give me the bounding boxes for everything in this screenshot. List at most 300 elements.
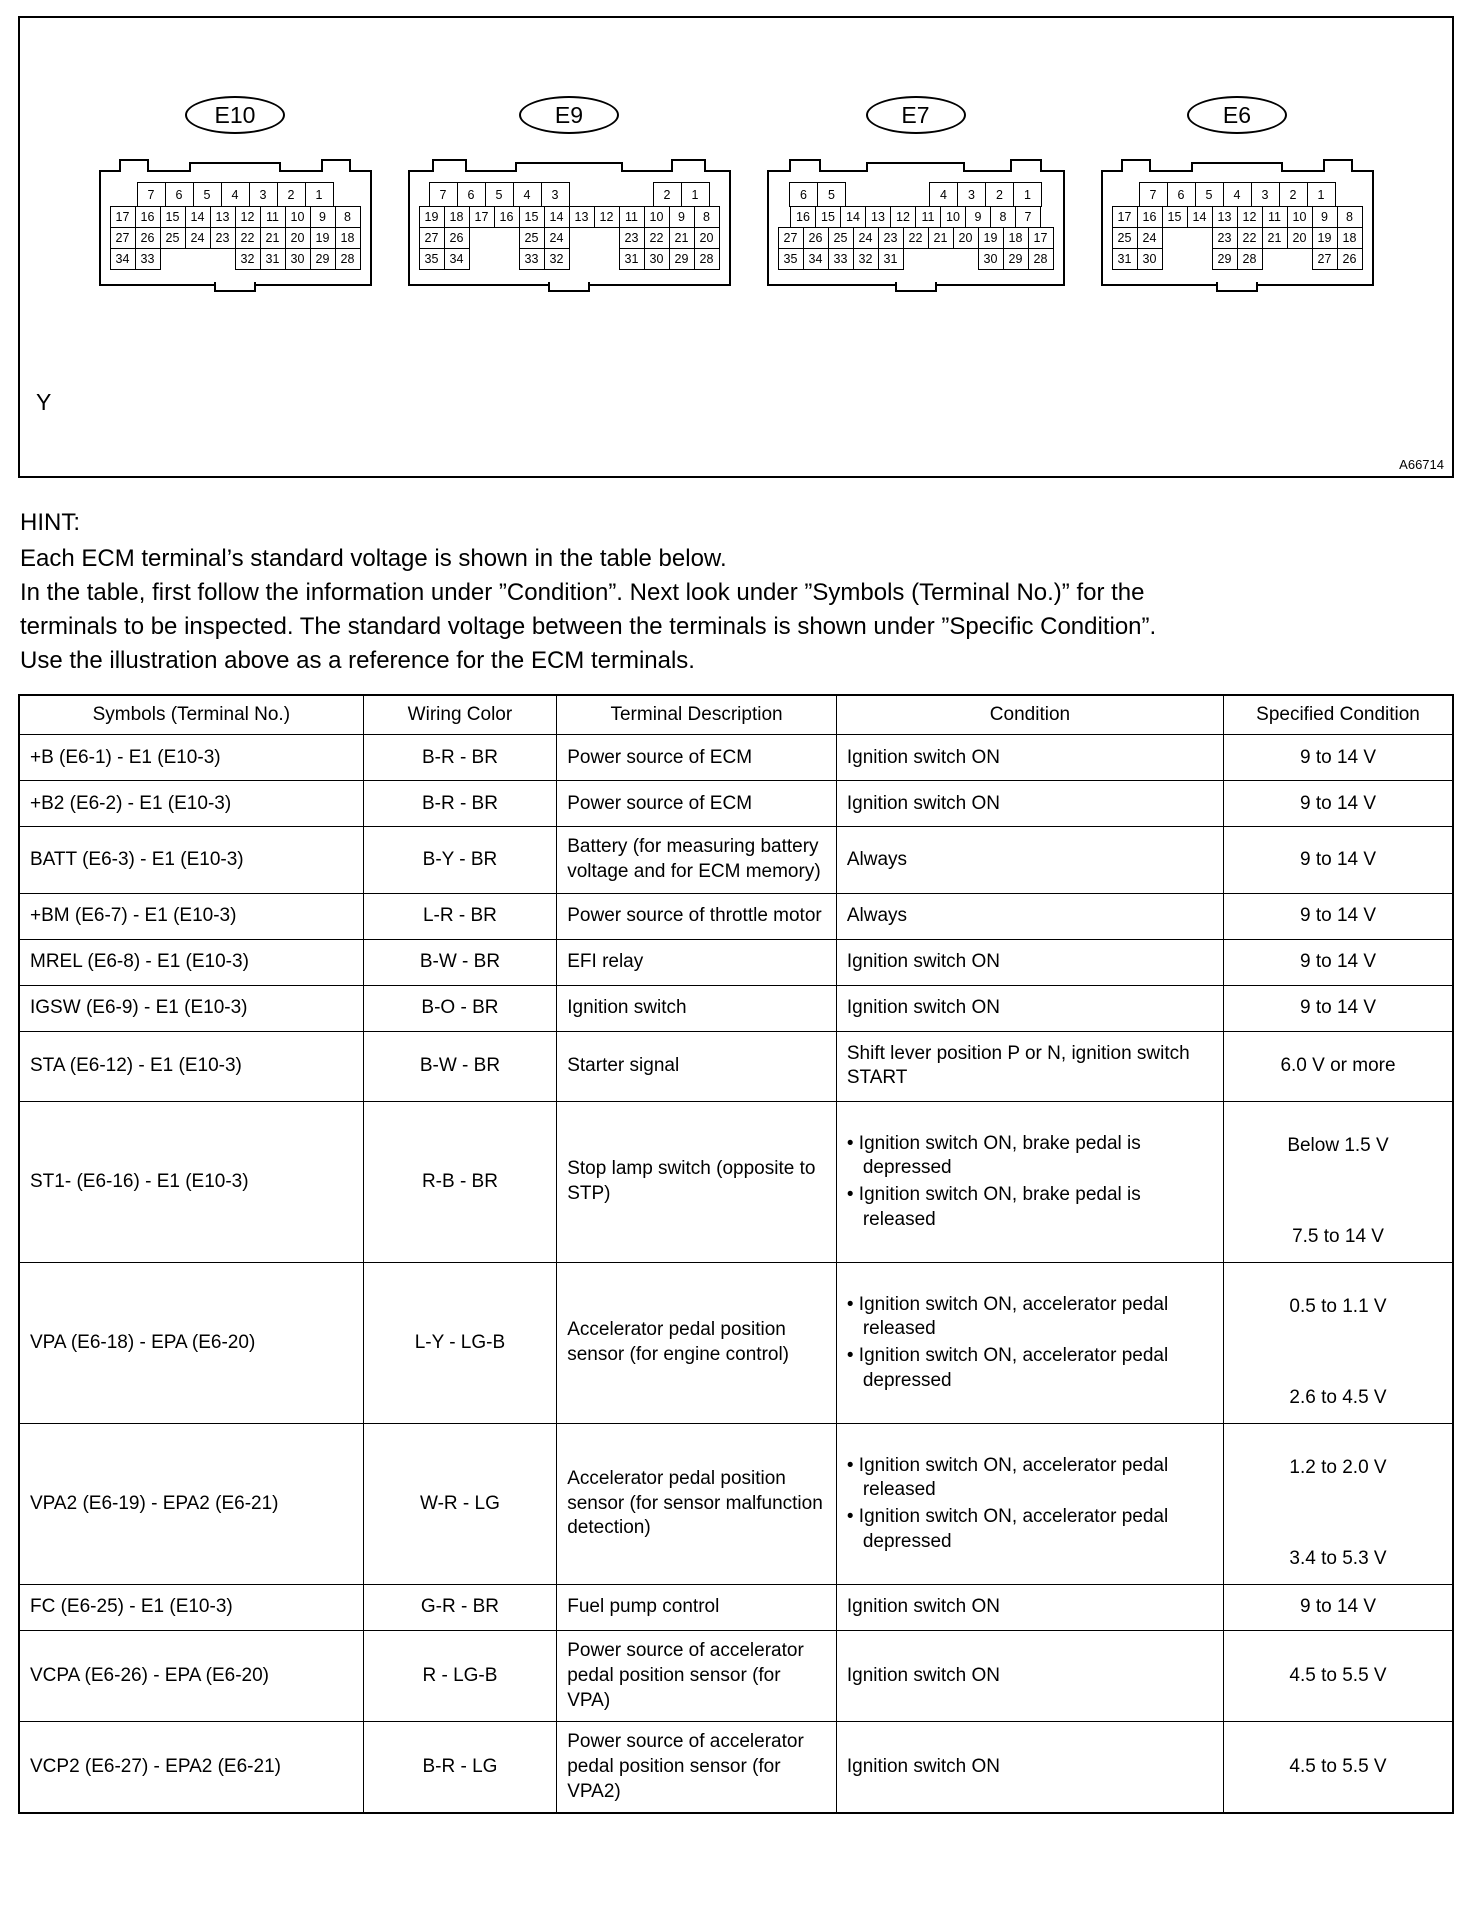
pin-e7-14: 14 <box>840 206 866 228</box>
pin-e10-23: 23 <box>210 227 236 249</box>
pin-e7-30: 30 <box>978 248 1004 270</box>
pin-e9-35: 35 <box>419 248 445 270</box>
pin-gap <box>569 248 595 270</box>
pin-e7-24: 24 <box>853 227 879 249</box>
specified-value: 3.4 to 5.3 V <box>1289 1548 1387 1570</box>
specified-value: 9 to 14 V <box>1299 904 1377 926</box>
specified-value: 9 to 14 V <box>1299 950 1377 972</box>
connector-body <box>408 170 731 286</box>
pin-gap <box>928 248 954 270</box>
pin-e9-30: 30 <box>644 248 670 270</box>
pin-gap <box>569 227 595 249</box>
condition-cell <box>836 1722 1223 1814</box>
pin-row <box>1112 248 1363 270</box>
pin-grid <box>1112 182 1363 270</box>
specified-values <box>1228 996 1448 1021</box>
symbols-cell: +BM (E6-7) - E1 (E10-3) <box>19 893 363 939</box>
connector-label-e9: E9 <box>519 96 619 134</box>
pin-e6-22: 22 <box>1237 227 1263 249</box>
pin-e9-32: 32 <box>544 248 570 270</box>
pin-e10-19: 19 <box>310 227 336 249</box>
pin-gap <box>1262 248 1288 270</box>
column-header: Specified Condition <box>1224 695 1453 735</box>
specified-values <box>1228 1267 1448 1419</box>
pin-e9-23: 23 <box>619 227 645 249</box>
specified-value: 9 to 14 V <box>1299 996 1377 1018</box>
pin-row <box>419 206 720 228</box>
pin-row <box>1139 182 1336 207</box>
pin-e10-1: 1 <box>305 182 334 207</box>
condition-item: • Ignition switch ON, accelerator pedal released <box>846 1293 1169 1340</box>
pin-e7-34: 34 <box>803 248 829 270</box>
specified-value: 9 to 14 V <box>1299 1596 1377 1618</box>
pin-e7-21: 21 <box>928 227 954 249</box>
table-row <box>19 985 1453 1031</box>
hint-line: In the table, first follow the information under ”Condition”. Next look under ”Symbols (Terminal No.)” for the <box>20 579 1145 607</box>
condition-item: Ignition switch ON <box>846 1755 1000 1777</box>
condition-cell <box>836 893 1223 939</box>
pin-gap <box>469 248 495 270</box>
pin-e10-33: 33 <box>135 248 161 270</box>
table-row <box>19 1424 1453 1585</box>
pin-e6-31: 31 <box>1112 248 1138 270</box>
pin-e6-5: 5 <box>1195 182 1224 207</box>
connector-top-tab <box>1121 159 1151 172</box>
pin-e9-1: 1 <box>681 182 710 207</box>
pin-gap <box>594 248 620 270</box>
pin-grid <box>419 182 720 270</box>
pin-e10-22: 22 <box>235 227 261 249</box>
wiring-color-cell: B-R - LG <box>363 1722 557 1814</box>
terminal-description-cell: Stop lamp switch (opposite to STP) <box>557 1102 837 1263</box>
terminal-description-cell: EFI relay <box>557 939 837 985</box>
specified-condition-cell <box>1224 1585 1453 1631</box>
condition-item: Always <box>846 848 908 870</box>
symbols-cell: +B2 (E6-2) - E1 (E10-3) <box>19 781 363 827</box>
wiring-color-cell: L-Y - LG-B <box>363 1263 557 1424</box>
connector-label-e10: E10 <box>185 96 285 134</box>
pin-row <box>1112 206 1363 228</box>
condition-item: Ignition switch ON <box>846 1596 1000 1618</box>
pin-e7-3: 3 <box>957 182 986 207</box>
pin-e9-19: 19 <box>419 206 445 228</box>
connector-body <box>99 170 372 286</box>
pin-e10-2: 2 <box>277 182 306 207</box>
specified-values <box>1228 1755 1448 1780</box>
pin-e10-18: 18 <box>335 227 361 249</box>
pin-gap <box>185 248 211 270</box>
condition-cell <box>836 1031 1223 1101</box>
hint-section <box>20 506 1452 678</box>
pin-e7-20: 20 <box>953 227 979 249</box>
condition-item: • Ignition switch ON, accelerator pedal depressed <box>846 1345 1169 1391</box>
connector-e9 <box>408 96 731 286</box>
column-header: Wiring Color <box>363 695 557 735</box>
pin-e9-14: 14 <box>544 206 570 228</box>
pin-e7-31: 31 <box>878 248 904 270</box>
specified-value: Below 1.5 V <box>1287 1135 1389 1157</box>
pin-row <box>1112 227 1363 249</box>
connector-top-tab <box>866 162 966 172</box>
pin-e7-7: 7 <box>1015 206 1041 228</box>
wiring-color-cell: B-W - BR <box>363 1031 557 1101</box>
pin-e9-28: 28 <box>694 248 720 270</box>
column-header: Symbols (Terminal No.) <box>19 695 363 735</box>
condition-item: Ignition switch ON <box>846 746 1000 768</box>
pin-e9-33: 33 <box>519 248 545 270</box>
pin-e7-29: 29 <box>1003 248 1029 270</box>
condition-cell <box>836 985 1223 1031</box>
pin-e7-28: 28 <box>1028 248 1054 270</box>
pin-e9-5: 5 <box>485 182 514 207</box>
connector-top-tab <box>515 162 623 172</box>
pin-e7-12: 12 <box>890 206 916 228</box>
pin-e6-14: 14 <box>1187 206 1213 228</box>
pin-e9-27: 27 <box>419 227 445 249</box>
table-row <box>19 1585 1453 1631</box>
connector-top-tab <box>1010 159 1042 172</box>
condition-cell <box>836 735 1223 781</box>
pin-e9-12: 12 <box>594 206 620 228</box>
hint-line: Each ECM terminal’s standard voltage is shown in the table below. <box>20 545 727 573</box>
terminal-voltage-table <box>18 694 1454 1814</box>
wiring-color-cell: B-R - BR <box>363 735 557 781</box>
specified-value: 1.2 to 2.0 V <box>1289 1457 1387 1479</box>
condition-item: Ignition switch ON <box>846 996 1000 1018</box>
pin-e7-5: 5 <box>817 182 846 207</box>
connector-top-tab <box>189 162 280 172</box>
pin-e6-11: 11 <box>1262 206 1288 228</box>
pin-gap <box>1162 248 1188 270</box>
connector-top-tab <box>1191 162 1282 172</box>
table-row <box>19 1102 1453 1263</box>
pin-e9-18: 18 <box>444 206 470 228</box>
pin-e10-5: 5 <box>193 182 222 207</box>
specified-condition-cell <box>1224 781 1453 827</box>
connector-e7 <box>767 96 1065 286</box>
pin-e10-20: 20 <box>285 227 311 249</box>
symbols-cell: ST1- (E6-16) - E1 (E10-3) <box>19 1102 363 1263</box>
pin-e10-8: 8 <box>335 206 361 228</box>
specified-values <box>1228 950 1448 975</box>
symbols-cell: VCP2 (E6-27) - EPA2 (E6-21) <box>19 1722 363 1814</box>
condition-item: Ignition switch ON <box>846 1664 1000 1686</box>
pin-grid <box>778 182 1054 270</box>
pin-e6-16: 16 <box>1137 206 1163 228</box>
table-row <box>19 1263 1453 1424</box>
specified-values <box>1228 1664 1448 1689</box>
pin-e9-11: 11 <box>619 206 645 228</box>
pin-gap <box>1187 227 1213 249</box>
figure-reference-code: A66714 <box>1399 457 1444 472</box>
specified-condition-cell <box>1224 827 1453 893</box>
pin-e10-30: 30 <box>285 248 311 270</box>
hint-line: Use the illustration above as a reference for the ECM terminals. <box>20 647 695 675</box>
pin-e10-24: 24 <box>185 227 211 249</box>
pin-e7-6: 6 <box>789 182 818 207</box>
pin-e10-11: 11 <box>260 206 286 228</box>
condition-item: • Ignition switch ON, accelerator pedal depressed <box>846 1506 1169 1552</box>
pin-row <box>110 227 361 249</box>
pin-e7-22: 22 <box>903 227 929 249</box>
pin-row <box>419 227 720 249</box>
connector-top-tab <box>119 159 149 172</box>
connector-top-tab <box>321 159 351 172</box>
wiring-color-cell: R - LG-B <box>363 1631 557 1722</box>
terminal-description-cell: Starter signal <box>557 1031 837 1101</box>
pin-e10-27: 27 <box>110 227 136 249</box>
table-row <box>19 1722 1453 1814</box>
pin-gap <box>625 182 654 207</box>
pin-e7-17: 17 <box>1028 227 1054 249</box>
wiring-color-cell: G-R - BR <box>363 1585 557 1631</box>
pin-e10-14: 14 <box>185 206 211 228</box>
terminal-description-cell: Power source of ECM <box>557 781 837 827</box>
condition-cell <box>836 1424 1223 1585</box>
pin-e10-9: 9 <box>310 206 336 228</box>
condition-cell <box>836 781 1223 827</box>
condition-item: Ignition switch ON <box>846 792 1000 814</box>
pin-e9-25: 25 <box>519 227 545 249</box>
specified-values <box>1228 1106 1448 1258</box>
specified-condition-cell <box>1224 1631 1453 1722</box>
pin-row <box>789 182 1042 207</box>
specified-values <box>1228 904 1448 929</box>
condition-item: Ignition switch ON <box>846 950 1000 972</box>
pin-e6-18: 18 <box>1337 227 1363 249</box>
pin-gap <box>210 248 236 270</box>
pin-e7-33: 33 <box>828 248 854 270</box>
pin-e6-12: 12 <box>1237 206 1263 228</box>
pin-e7-25: 25 <box>828 227 854 249</box>
condition-cell <box>836 1263 1223 1424</box>
pin-gap <box>845 182 874 207</box>
specified-value: 6.0 V or more <box>1280 1055 1396 1077</box>
pin-e9-10: 10 <box>644 206 670 228</box>
pin-row <box>110 248 361 270</box>
pin-e6-1: 1 <box>1307 182 1336 207</box>
connector-label-e6: E6 <box>1187 96 1287 134</box>
pin-e6-2: 2 <box>1279 182 1308 207</box>
hint-text <box>20 542 1452 678</box>
pin-e9-8: 8 <box>694 206 720 228</box>
pin-e7-27: 27 <box>778 227 804 249</box>
specified-value: 9 to 14 V <box>1299 848 1377 870</box>
ecm-connector-figure <box>18 16 1454 478</box>
pin-e6-7: 7 <box>1139 182 1168 207</box>
connector-e6 <box>1101 96 1374 286</box>
pin-e9-13: 13 <box>569 206 595 228</box>
wiring-color-cell: W-R - LG <box>363 1424 557 1585</box>
pin-gap <box>901 182 930 207</box>
connector-top-tab <box>671 159 706 172</box>
pin-e6-3: 3 <box>1251 182 1280 207</box>
pin-e9-26: 26 <box>444 227 470 249</box>
pin-e9-24: 24 <box>544 227 570 249</box>
specified-value: 0.5 to 1.1 V <box>1289 1296 1387 1318</box>
table-row <box>19 893 1453 939</box>
condition-cell <box>836 1631 1223 1722</box>
pin-row <box>429 182 710 207</box>
specified-values <box>1228 792 1448 817</box>
terminal-description-cell: Fuel pump control <box>557 1585 837 1631</box>
table-row <box>19 1031 1453 1101</box>
wiring-color-cell: L-R - BR <box>363 893 557 939</box>
pin-e9-7: 7 <box>429 182 458 207</box>
terminal-description-cell: Accelerator pedal position sensor (for engine control) <box>557 1263 837 1424</box>
table-row <box>19 1631 1453 1722</box>
pin-e9-2: 2 <box>653 182 682 207</box>
terminal-description-cell: Power source of accelerator pedal position sensor (for VPA2) <box>557 1722 837 1814</box>
pin-gap <box>569 182 598 207</box>
pin-e10-4: 4 <box>221 182 250 207</box>
pin-e6-19: 19 <box>1312 227 1338 249</box>
condition-item: Shift lever position P or N, ignition switch START <box>846 1042 1190 1089</box>
terminal-description-cell: Power source of throttle motor <box>557 893 837 939</box>
pin-row <box>137 182 334 207</box>
pin-e6-20: 20 <box>1287 227 1313 249</box>
pin-e10-17: 17 <box>110 206 136 228</box>
connector-label-e7: E7 <box>866 96 966 134</box>
connector-body <box>767 170 1065 286</box>
pin-gap <box>494 227 520 249</box>
pin-e6-23: 23 <box>1212 227 1238 249</box>
condition-cell <box>836 939 1223 985</box>
condition-cell <box>836 1585 1223 1631</box>
symbols-cell: MREL (E6-8) - E1 (E10-3) <box>19 939 363 985</box>
pin-e7-9: 9 <box>965 206 991 228</box>
pin-e9-16: 16 <box>494 206 520 228</box>
connector-top-tab <box>1323 159 1353 172</box>
condition-item: Always <box>846 904 908 926</box>
pin-e6-29: 29 <box>1212 248 1238 270</box>
pin-gap <box>1187 248 1213 270</box>
specified-values <box>1228 848 1448 873</box>
pin-e7-23: 23 <box>878 227 904 249</box>
pin-e7-18: 18 <box>1003 227 1029 249</box>
pin-e9-9: 9 <box>669 206 695 228</box>
pin-e9-20: 20 <box>694 227 720 249</box>
symbols-cell: BATT (E6-3) - E1 (E10-3) <box>19 827 363 893</box>
symbols-cell: VCPA (E6-26) - EPA (E6-20) <box>19 1631 363 1722</box>
pin-e7-15: 15 <box>815 206 841 228</box>
hint-line: terminals to be inspected. The standard voltage between the terminals is shown under ”Specific Condition”. <box>20 613 1157 641</box>
connector-top-tab <box>789 159 821 172</box>
specified-value: 2.6 to 4.5 V <box>1289 1387 1387 1409</box>
pin-e9-15: 15 <box>519 206 545 228</box>
specified-value: 9 to 14 V <box>1299 746 1377 768</box>
pin-e6-26: 26 <box>1337 248 1363 270</box>
pin-row <box>790 206 1041 228</box>
table-header-row <box>19 695 1453 735</box>
pin-e10-34: 34 <box>110 248 136 270</box>
specified-value: 7.5 to 14 V <box>1292 1226 1384 1248</box>
specified-condition-cell <box>1224 1722 1453 1814</box>
hint-title: HINT: <box>20 509 80 536</box>
condition-cell <box>836 827 1223 893</box>
connector-top-tab <box>432 159 467 172</box>
condition-cell <box>836 1102 1223 1263</box>
terminal-description-cell: Ignition switch <box>557 985 837 1031</box>
pin-e6-28: 28 <box>1237 248 1263 270</box>
pin-e7-1: 1 <box>1013 182 1042 207</box>
wiring-color-cell: B-R - BR <box>363 781 557 827</box>
pin-e6-21: 21 <box>1262 227 1288 249</box>
column-header: Terminal Description <box>557 695 837 735</box>
pin-e7-11: 11 <box>915 206 941 228</box>
pin-e6-15: 15 <box>1162 206 1188 228</box>
connector-bottom-notch <box>1216 282 1258 292</box>
specified-condition-cell <box>1224 735 1453 781</box>
pin-e6-24: 24 <box>1137 227 1163 249</box>
pin-row <box>778 227 1054 249</box>
pin-gap <box>953 248 979 270</box>
pin-e6-8: 8 <box>1337 206 1363 228</box>
pin-e10-3: 3 <box>249 182 278 207</box>
pin-e7-10: 10 <box>940 206 966 228</box>
pin-e6-30: 30 <box>1137 248 1163 270</box>
pin-e6-27: 27 <box>1312 248 1338 270</box>
pin-e9-4: 4 <box>513 182 542 207</box>
pin-e10-7: 7 <box>137 182 166 207</box>
symbols-cell: STA (E6-12) - E1 (E10-3) <box>19 1031 363 1101</box>
wiring-color-cell: B-W - BR <box>363 939 557 985</box>
condition-item: • Ignition switch ON, accelerator pedal released <box>846 1454 1169 1501</box>
pin-e6-25: 25 <box>1112 227 1138 249</box>
specified-condition-cell <box>1224 1424 1453 1585</box>
specified-condition-cell <box>1224 893 1453 939</box>
pin-e7-13: 13 <box>865 206 891 228</box>
pin-e6-10: 10 <box>1287 206 1313 228</box>
table-row <box>19 735 1453 781</box>
pin-gap <box>594 227 620 249</box>
pin-e9-17: 17 <box>469 206 495 228</box>
pin-e9-31: 31 <box>619 248 645 270</box>
specified-values <box>1228 1595 1448 1620</box>
wiring-color-cell: B-O - BR <box>363 985 557 1031</box>
pin-e10-10: 10 <box>285 206 311 228</box>
connector-e10 <box>99 96 372 286</box>
pin-e6-4: 4 <box>1223 182 1252 207</box>
pin-e7-2: 2 <box>985 182 1014 207</box>
pin-e6-13: 13 <box>1212 206 1238 228</box>
symbols-cell: VPA (E6-18) - EPA (E6-20) <box>19 1263 363 1424</box>
connector-body <box>1101 170 1374 286</box>
symbols-cell: IGSW (E6-9) - E1 (E10-3) <box>19 985 363 1031</box>
table-row <box>19 939 1453 985</box>
pin-e10-6: 6 <box>165 182 194 207</box>
specified-values <box>1228 746 1448 771</box>
pin-e10-29: 29 <box>310 248 336 270</box>
pin-e10-26: 26 <box>135 227 161 249</box>
symbols-cell: +B (E6-1) - E1 (E10-3) <box>19 735 363 781</box>
table-row <box>19 827 1453 893</box>
pin-e10-16: 16 <box>135 206 161 228</box>
pin-e7-26: 26 <box>803 227 829 249</box>
condition-item: • Ignition switch ON, brake pedal is depressed <box>846 1132 1141 1179</box>
pin-e7-32: 32 <box>853 248 879 270</box>
specified-condition-cell <box>1224 1031 1453 1101</box>
pin-e10-21: 21 <box>260 227 286 249</box>
pin-e10-15: 15 <box>160 206 186 228</box>
pin-gap <box>597 182 626 207</box>
pin-gap <box>873 182 902 207</box>
specified-value: 4.5 to 5.5 V <box>1289 1755 1387 1777</box>
pin-e10-13: 13 <box>210 206 236 228</box>
terminal-description-cell: Power source of accelerator pedal position sensor (for VPA) <box>557 1631 837 1722</box>
pin-row <box>778 248 1054 270</box>
pin-grid <box>110 182 361 270</box>
